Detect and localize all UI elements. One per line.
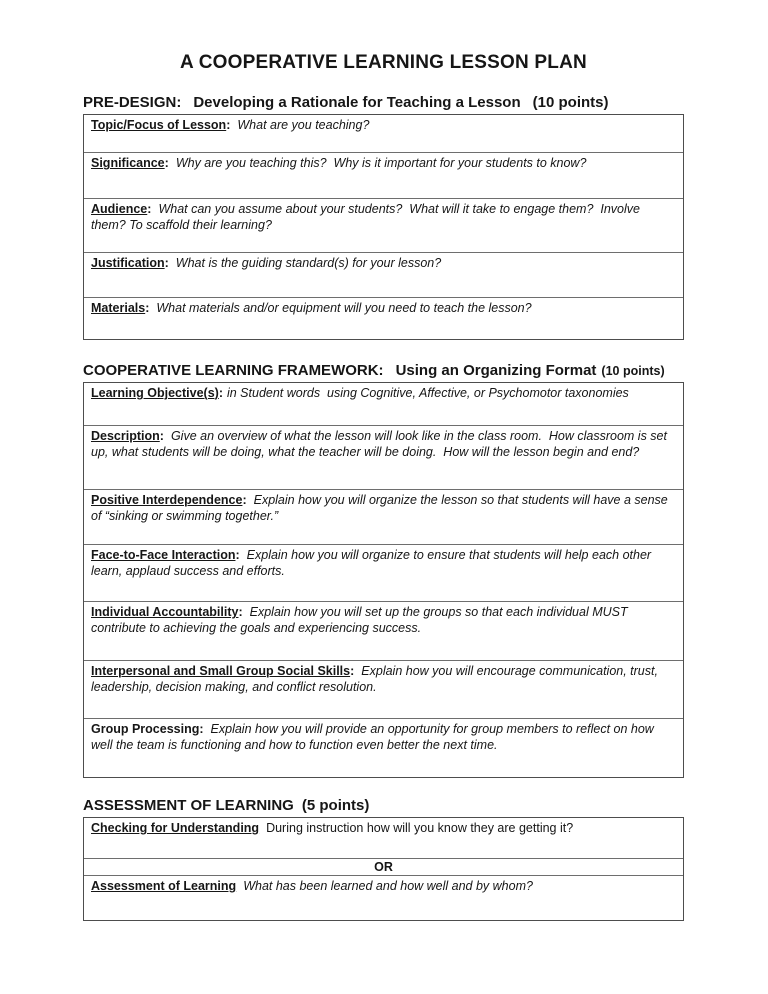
- predesign-heading-subtitle: Developing a Rationale for Teaching a Lesson: [193, 94, 521, 111]
- field-label: Justification: [91, 256, 165, 270]
- field-label: Materials: [91, 301, 146, 315]
- field-prompt: in Student words using Cognitive, Affective, or Psychomotor taxonomies: [226, 386, 629, 400]
- field-prompt: What is the guiding standard(s) for your lesson?: [175, 256, 442, 270]
- field-label: Positive Interdependence: [91, 493, 243, 507]
- row-individual-accountability: [84, 601, 683, 660]
- label-colon: :: [218, 386, 223, 400]
- row-or-divider: [84, 858, 683, 875]
- field-label: Interpersonal and Small Group Social Skills: [91, 664, 351, 678]
- assessment-heading: [83, 797, 684, 815]
- row-topic-focus: [84, 115, 683, 152]
- field-prompt: What are you teaching?: [237, 118, 370, 132]
- field-label: Significance: [91, 156, 165, 170]
- predesign-heading: [83, 94, 684, 112]
- or-divider-label: OR: [374, 860, 393, 874]
- label-colon: :: [235, 548, 240, 562]
- section-predesign: [83, 94, 684, 340]
- predesign-points-badge: (10 points): [532, 94, 609, 111]
- predesign-table: [83, 114, 684, 340]
- section-framework: [83, 362, 684, 778]
- field-label: Audience: [91, 202, 148, 216]
- label-colon: :: [350, 664, 355, 678]
- field-label: Checking for Understanding: [91, 821, 260, 835]
- row-interpersonal-skills: [84, 660, 683, 718]
- label-colon: :: [238, 605, 243, 619]
- field-prompt: Give an overview of what the lesson will look like in the class room. How classroom is set up, what students will be doing, what the teacher will be doing. How will the lesson begin and end?: [91, 429, 671, 459]
- row-positive-interdependence: [84, 489, 683, 544]
- field-prompt: Why are you teaching this? Why is it important for your students to know?: [175, 156, 587, 170]
- framework-heading-label: COOPERATIVE LEARNING FRAMEWORK:: [83, 362, 384, 379]
- framework-points-badge: (10 points): [601, 364, 665, 378]
- assessment-points-badge: (5 points): [301, 797, 370, 814]
- row-checking-for-understanding: [84, 818, 683, 858]
- field-label: Individual Accountability: [91, 605, 239, 619]
- field-prompt: Explain how you will provide an opportunity for group members to reflect on how well the team is functioning and how to function even better the next time.: [91, 722, 658, 752]
- row-learning-objectives: [84, 383, 683, 425]
- row-face-to-face-interaction: [84, 544, 683, 601]
- label-colon: :: [164, 156, 169, 170]
- field-prompt: What can you assume about your students? What will it take to engage them? Involve them? To scaffold their learning?: [91, 202, 644, 232]
- field-prompt: Explain how you will set up the groups so that each individual MUST contribute to achieving the goals and experiencing success.: [91, 605, 632, 635]
- framework-heading-subtitle: Using an Organizing Format: [395, 362, 597, 379]
- assessment-heading-label: ASSESSMENT OF LEARNING: [83, 797, 294, 814]
- framework-heading: [83, 362, 684, 380]
- label-colon: :: [199, 722, 204, 736]
- row-description: [84, 425, 683, 489]
- field-label: Assessment of Learning: [91, 879, 237, 893]
- label-colon: :: [145, 301, 150, 315]
- field-prompt: What materials and/or equipment will you need to teach the lesson?: [156, 301, 532, 315]
- row-materials: [84, 297, 683, 339]
- field-prompt: During instruction how will you know they are getting it?: [266, 821, 574, 835]
- field-label: Learning Objective(s): [91, 386, 219, 400]
- framework-table: [83, 382, 684, 778]
- field-prompt: Explain how you will encourage communication, trust, leadership, decision making, and conflict resolution.: [91, 664, 662, 694]
- row-assessment-of-learning: [84, 875, 683, 920]
- field-prompt: Explain how you will organize to ensure that students will help each other learn, applaud success and efforts.: [91, 548, 655, 578]
- field-prompt: What has been learned and how well and by whom?: [243, 879, 533, 893]
- field-label: Topic/Focus of Lesson: [91, 118, 227, 132]
- label-colon: :: [147, 202, 152, 216]
- field-label: Face-to-Face Interaction: [91, 548, 236, 562]
- predesign-heading-label: PRE-DESIGN:: [83, 94, 182, 111]
- label-colon: :: [226, 118, 231, 132]
- field-prompt: Explain how you will organize the lesson so that students will have a sense of “sinking or swimming together.”: [91, 493, 672, 523]
- field-label: Group Processing: [91, 722, 200, 736]
- section-assessment: [83, 797, 684, 921]
- document-title: A COOPERATIVE LEARNING LESSON PLAN: [180, 52, 587, 73]
- label-colon: :: [164, 256, 169, 270]
- field-label: Description: [91, 429, 160, 443]
- label-colon: :: [159, 429, 164, 443]
- row-significance: [84, 152, 683, 198]
- row-group-processing: [84, 718, 683, 777]
- label-colon: :: [242, 493, 247, 507]
- assessment-table: [83, 817, 684, 921]
- row-audience: [84, 198, 683, 252]
- row-justification: [84, 252, 683, 297]
